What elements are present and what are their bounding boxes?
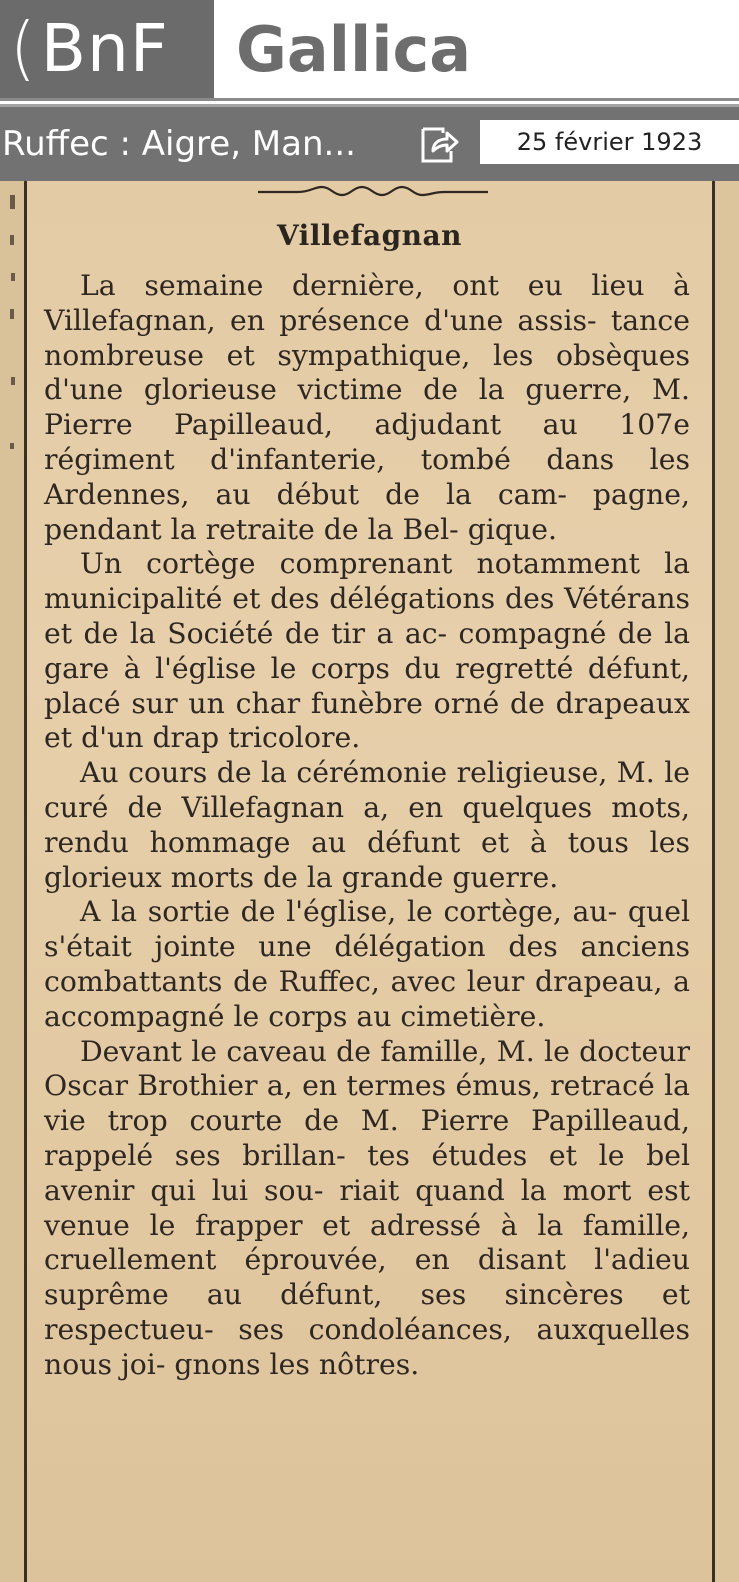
date-selector[interactable]: 25 février 1923: [480, 120, 739, 164]
scanned-page[interactable]: [0, 181, 739, 1582]
margin-specks: [6, 181, 20, 1582]
app-header: [0, 0, 739, 100]
ornament-divider: [258, 183, 488, 201]
article-title: Villefagnan: [276, 219, 463, 252]
article-body: [44, 269, 690, 1383]
gallica-title[interactable]: Gallica: [236, 13, 472, 86]
bnf-logo[interactable]: [0, 0, 214, 98]
column-rule-left: [24, 181, 27, 1582]
article-paragraph: Devant le caveau de famille, M. le docteur Oscar Brothier a, en termes émus, retracé la vie trop courte de M. Pierre Papilleaud, rappelé ses brillan- tes études et le bel avenir qui lui sou- riait quand la mort est venue le frapper et adressé à la famille, cruellement éprouvée, en disant l'adieu suprême au défunt, ses sincères et respectueu- ses condoléances, auxquelles nous joi- gnons les nôtres.: [44, 1034, 690, 1381]
share-page-button[interactable]: [415, 121, 461, 167]
document-title[interactable]: Ruffec : Aigre, Man...: [2, 124, 356, 164]
brace-glyph: (: [10, 8, 37, 89]
document-bar: [0, 107, 739, 181]
bnf-logo-text: BnF: [40, 10, 169, 87]
article-paragraph: La semaine dernière, ont eu lieu à Villefagnan, en présence d'une assis- tance nombreuse et sympathique, les obsèques d'une glorieuse victime de la guerre, M. Pierre Papilleaud, adjudant au 107e régiment d'infanterie, tombé dans les Ardennes, au début de la cam- pagne, pendant la retraite de la Bel- gique.: [44, 269, 690, 546]
share-page-icon: [415, 121, 461, 167]
article-paragraph: Un cortège comprenant notamment la municipalité et des délégations des Vétérans et de la Société de tir a ac- compagné de la gare à l'église le corps du regretté défunt, placé sur un char funèbre orné de drapeaux et d'un drap tricolore.: [44, 547, 690, 755]
article-paragraph: A la sortie de l'église, le cortège, au- quel s'était jointe une délégation des anciens combattants de Ruffec, avec leur drapeau, a accompagné le corps au cimetière.: [44, 895, 690, 1033]
right-margin: [715, 181, 739, 1582]
article-paragraph: Au cours de la cérémonie religieuse, M. le curé de Villefagnan a, en quelques mots, rendu hommage au défunt et à tous les glorieux morts de la grande guerre.: [44, 756, 690, 894]
header-divider: [0, 98, 739, 101]
